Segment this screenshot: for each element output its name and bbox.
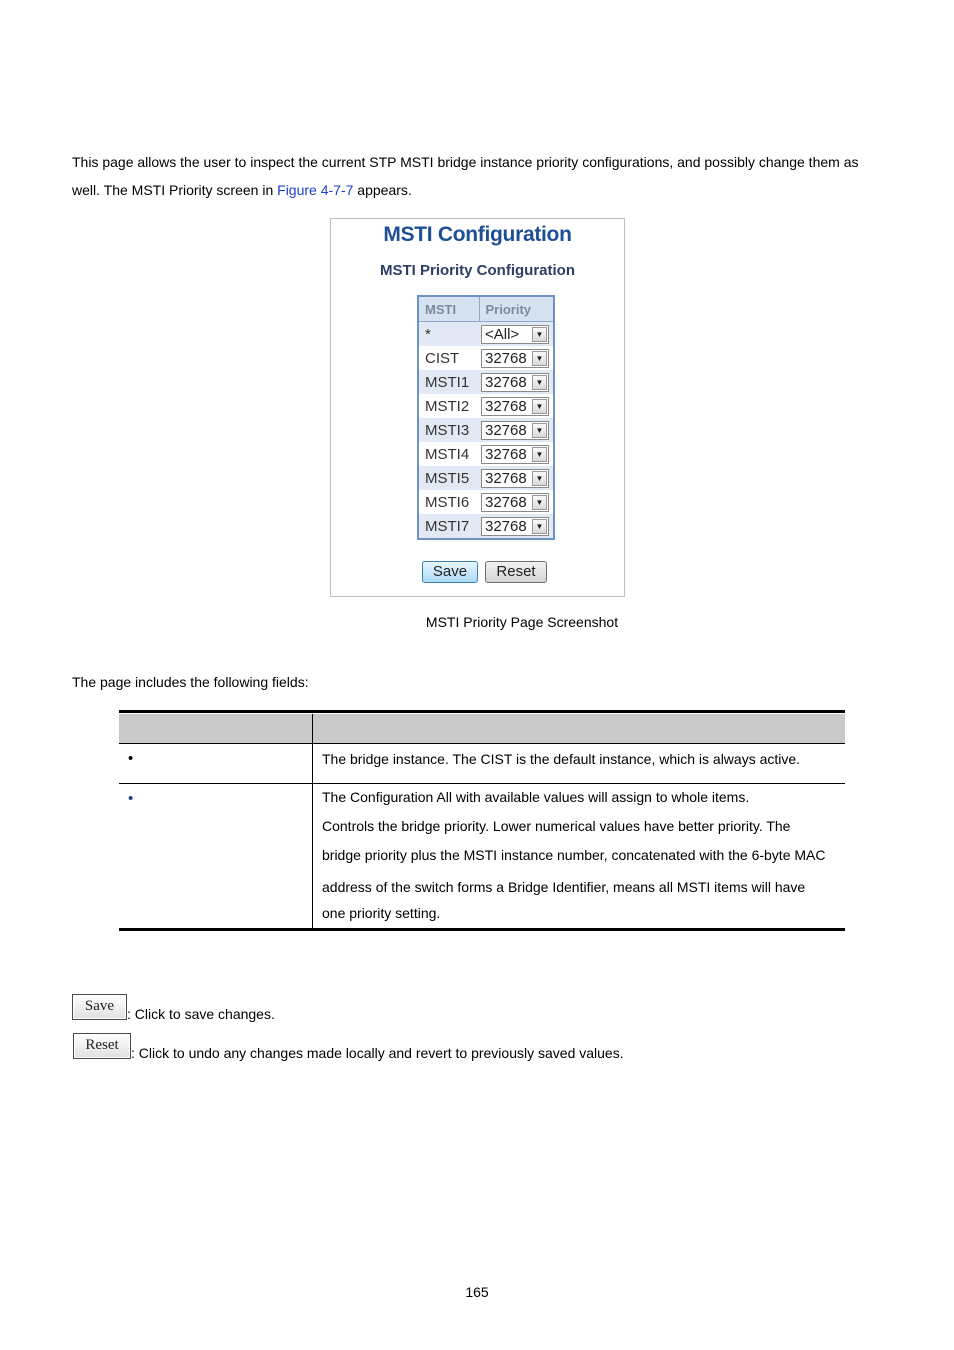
table-row <box>418 322 554 347</box>
priority-cell <box>479 370 554 394</box>
msti-config-screenshot <box>330 218 625 597</box>
row2-description-line: bridge priority plus the MSTI instance number, concatenated with the 6-byte MAC <box>322 847 826 863</box>
table-row <box>418 394 554 418</box>
priority-value: 32768 <box>485 349 527 367</box>
save-button[interactable]: Save <box>422 561 478 583</box>
priority-cell <box>479 418 554 442</box>
column-header-priority: Priority <box>479 296 554 322</box>
msti-instance-label: * <box>418 322 479 347</box>
msti-instance-label: MSTI1 <box>418 370 479 394</box>
msti-instance-label: MSTI4 <box>418 442 479 466</box>
priority-select[interactable] <box>481 349 549 368</box>
msti-instance-label: MSTI3 <box>418 418 479 442</box>
row2-description-line: Controls the bridge priority. Lower numerical values have better priority. The <box>322 818 791 834</box>
table-top-rule <box>119 710 845 713</box>
figure-caption: MSTI Priority Page Screenshot <box>425 614 619 630</box>
priority-value: 32768 <box>485 445 527 463</box>
priority-select[interactable] <box>481 325 549 344</box>
intro-text: well. The MSTI Priority screen in <box>72 182 278 198</box>
chevron-down-icon[interactable]: ▼ <box>532 351 547 366</box>
priority-cell <box>479 442 554 466</box>
table-row <box>418 490 554 514</box>
row2-description-line: address of the switch forms a Bridge Identifier, means all MSTI items will have <box>322 879 806 895</box>
reset-help-text: : Click to undo any changes made locally and revert to previously saved values. <box>131 1045 624 1061</box>
chevron-down-icon[interactable]: ▼ <box>532 447 547 462</box>
msti-instance-label: CIST <box>418 346 479 370</box>
chevron-down-icon[interactable]: ▼ <box>532 399 547 414</box>
chevron-down-icon[interactable]: ▼ <box>532 519 547 534</box>
save-help-text: : Click to save changes. <box>127 1006 275 1022</box>
priority-select[interactable] <box>481 397 549 416</box>
table-row <box>418 370 554 394</box>
msti-instance-label: MSTI7 <box>418 514 479 539</box>
priority-value: 32768 <box>485 493 527 511</box>
screenshot-subtitle: MSTI Priority Configuration <box>380 262 575 279</box>
screenshot-title: MSTI Configuration <box>383 223 572 246</box>
reset-button[interactable]: Reset <box>485 561 547 583</box>
fields-intro: The page includes the following fields: <box>72 674 309 690</box>
priority-cell <box>479 514 554 539</box>
row2-description-line: The Configuration All with available values will assign to whole items. <box>322 789 750 805</box>
row1-description: The bridge instance. The CIST is the default instance, which is always active. <box>322 751 801 767</box>
row1-bullet: • <box>128 750 134 767</box>
priority-value: 32768 <box>485 469 527 487</box>
msti-instance-label: MSTI5 <box>418 466 479 490</box>
reset-button-image[interactable]: Reset <box>73 1033 131 1059</box>
chevron-down-icon[interactable]: ▼ <box>532 423 547 438</box>
msti-priority-table <box>417 295 555 540</box>
table-row-divider <box>119 783 845 784</box>
msti-instance-label: MSTI6 <box>418 490 479 514</box>
column-header-msti: MSTI <box>418 296 479 322</box>
row2-bullet: • <box>128 790 134 807</box>
table-row <box>418 346 554 370</box>
priority-cell <box>479 322 554 347</box>
figure-link[interactable]: Figure 4-7-7 <box>277 182 354 198</box>
priority-cell <box>479 394 554 418</box>
priority-select[interactable] <box>481 493 549 512</box>
msti-instance-label: MSTI2 <box>418 394 479 418</box>
priority-value: 32768 <box>485 397 527 415</box>
table-row <box>418 466 554 490</box>
intro-line-1: This page allows the user to inspect the current STP MSTI bridge instance priority configurations, and possibly change them as <box>72 154 859 170</box>
priority-select[interactable] <box>481 373 549 392</box>
page-number: 165 <box>465 1284 489 1300</box>
table-bottom-rule <box>119 928 845 931</box>
priority-select[interactable] <box>481 421 549 440</box>
priority-cell <box>479 346 554 370</box>
save-button-image[interactable]: Save <box>72 994 127 1020</box>
table-row <box>418 442 554 466</box>
priority-value: 32768 <box>485 373 527 391</box>
priority-select[interactable] <box>481 469 549 488</box>
table-column-divider <box>312 714 313 929</box>
priority-cell <box>479 466 554 490</box>
table-row <box>418 418 554 442</box>
row2-description-line: one priority setting. <box>322 905 441 921</box>
table-header <box>119 714 845 744</box>
priority-cell <box>479 490 554 514</box>
priority-value: <All> <box>485 325 520 343</box>
chevron-down-icon[interactable]: ▼ <box>532 327 547 342</box>
intro-text-end: appears. <box>353 182 412 198</box>
priority-value: 32768 <box>485 517 527 535</box>
chevron-down-icon[interactable]: ▼ <box>532 471 547 486</box>
priority-select[interactable] <box>481 517 549 536</box>
chevron-down-icon[interactable]: ▼ <box>532 495 547 510</box>
priority-value: 32768 <box>485 421 527 439</box>
table-row <box>418 514 554 539</box>
intro-line-2 <box>72 180 412 200</box>
chevron-down-icon[interactable]: ▼ <box>532 375 547 390</box>
priority-select[interactable] <box>481 445 549 464</box>
